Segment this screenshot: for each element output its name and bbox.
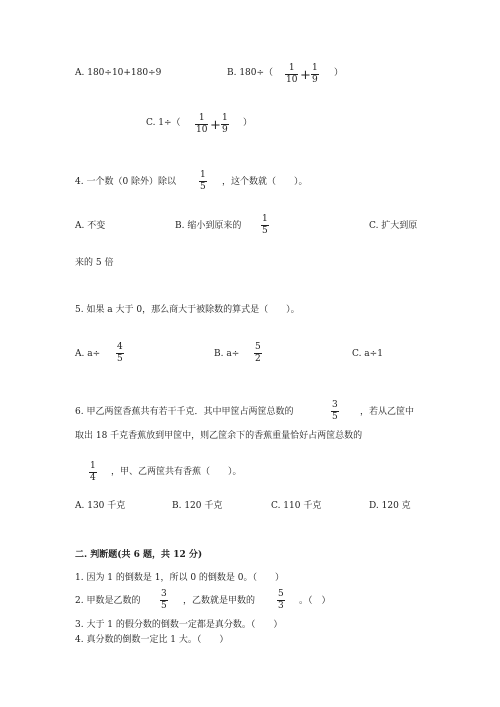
- numerator: 1: [90, 461, 96, 471]
- denominator: 4: [90, 473, 96, 483]
- denominator: 9: [312, 75, 318, 85]
- judgement-item-2-fraction-2: [277, 590, 285, 611]
- q6-option-c: C. 110 千克: [271, 501, 322, 511]
- denominator: 5: [117, 354, 123, 364]
- q3-option-c-fraction-2: [221, 114, 229, 135]
- q5-option-c: C. a÷1: [352, 349, 383, 359]
- numerator: 1: [222, 113, 228, 123]
- q6-line-1-suffix: ，若从乙筐中: [360, 407, 415, 417]
- denominator: 3: [278, 601, 284, 611]
- close-paren: ）: [334, 68, 344, 78]
- q4-stem-suffix: ，这个数就（ ）。: [222, 177, 308, 187]
- judgement-item-4: 4. 真分数的倒数一定比 1 大。（ ）: [75, 635, 229, 645]
- q3-option-c-prefix: C. 1÷（: [146, 118, 181, 128]
- plus-sign: +: [300, 68, 311, 83]
- q3-option-b-fraction-1: [285, 64, 298, 85]
- numerator: 4: [117, 342, 123, 352]
- q5-option-b-fraction: [254, 343, 262, 364]
- denominator: 5: [161, 601, 167, 611]
- numerator: 1: [262, 214, 268, 224]
- judgement-item-1: 1. 因为 1 的倒数是 1，所以 0 的倒数是 0。（ ）: [75, 573, 285, 583]
- q4-option-b: B. 缩小到原来的: [175, 221, 242, 231]
- q3-option-b-prefix: B. 180÷（: [227, 68, 274, 78]
- q4-option-c: C. 扩大到原: [369, 221, 418, 231]
- close-paren: ）: [243, 118, 253, 128]
- denominator: 2: [255, 354, 261, 364]
- denominator: 5: [262, 226, 268, 236]
- plus-sign: +: [210, 118, 221, 133]
- judgement-item-2-prefix: 2. 甲数是乙数的: [75, 596, 141, 606]
- section-2-heading: 二. 判断题(共 6 题，共 12 分): [75, 550, 203, 560]
- q6-line-1-fraction: [331, 401, 339, 422]
- q6-line-3-suffix: ，甲、乙两筐共有香蕉（ ）。: [111, 467, 242, 477]
- q6-option-b: B. 120 千克: [172, 501, 223, 511]
- denominator: 5: [332, 412, 338, 422]
- numerator: 1: [200, 170, 206, 180]
- numerator: 3: [332, 400, 338, 410]
- q4-option-b-fraction: [261, 215, 269, 236]
- denominator: 9: [222, 125, 228, 135]
- judgement-item-3: 3. 大于 1 的假分数的倒数一定都是真分数。（ ）: [75, 620, 283, 630]
- q5-option-a: A. a÷: [75, 349, 101, 359]
- q5-stem: 5. 如果 a 大于 0，那么商大于被除数的算式是（ ）。: [75, 305, 300, 315]
- q6-line-3-fraction: [89, 462, 97, 483]
- q3-option-c-fraction-1: [195, 114, 208, 135]
- q4-stem-fraction: [199, 171, 207, 192]
- q4-option-c-continued: 来的 5 倍: [75, 258, 114, 268]
- numerator: 5: [278, 589, 284, 599]
- numerator: 3: [161, 589, 167, 599]
- q6-option-d: D. 120 克: [369, 501, 411, 511]
- judgement-item-2-suffix: 。（ ）: [299, 596, 331, 606]
- q6-line-2: 取出 18 千克香蕉放到甲筐中，则乙筐余下的香蕉重量恰好占两筐总数的: [75, 431, 363, 441]
- numerator: 1: [312, 63, 318, 73]
- denominator: 10: [196, 125, 208, 135]
- denominator: 5: [200, 182, 206, 192]
- q4-option-a: A. 不变: [75, 221, 106, 231]
- judgement-item-2-fraction-1: [160, 590, 168, 611]
- q4-stem-prefix: 4. 一个数（0 除外）除以: [75, 177, 177, 187]
- numerator: 5: [255, 342, 261, 352]
- numerator: 1: [288, 63, 295, 73]
- q5-option-a-fraction: [116, 343, 124, 364]
- q3-option-a: A. 180÷10+180÷9: [75, 68, 162, 78]
- q6-line-1-prefix: 6. 甲乙两筐香蕉共有若干千克．其中甲筐占两筐总数的: [75, 407, 294, 417]
- q5-option-b: B. a÷: [214, 349, 240, 359]
- judgement-item-2-middle: ，乙数就是甲数的: [183, 596, 256, 606]
- denominator: 10: [286, 75, 298, 85]
- q3-option-b-fraction-2: [311, 64, 319, 85]
- numerator: 1: [198, 113, 205, 123]
- q6-option-a: A. 130 千克: [75, 501, 126, 511]
